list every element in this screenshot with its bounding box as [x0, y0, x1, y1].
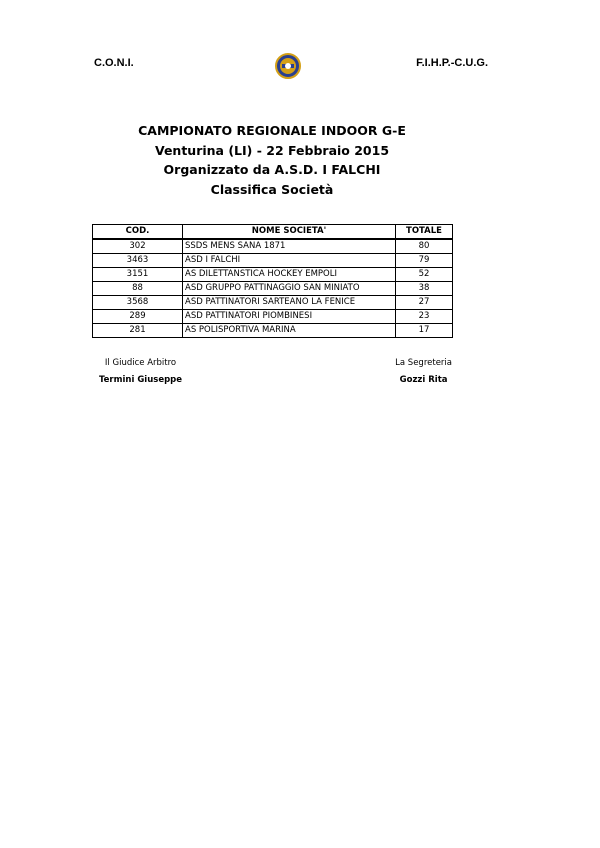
- cell-nome: AS POLISPORTIVA MARINA: [183, 324, 396, 338]
- cell-totale: 52: [396, 268, 453, 282]
- cell-cod: 3151: [93, 268, 183, 282]
- cell-nome: ASD GRUPPO PATTINAGGIO SAN MINIATO: [183, 282, 396, 296]
- cell-cod: 88: [93, 282, 183, 296]
- header-cod: COD.: [93, 225, 183, 240]
- federation-emblem-icon: [275, 53, 301, 79]
- cell-totale: 79: [396, 254, 453, 268]
- referee-role: Il Giudice Arbitro: [104, 358, 177, 368]
- table-row: [93, 310, 453, 324]
- venue-date: Venturina (LI) - 22 Febbraio 2015: [154, 142, 390, 158]
- secretariat-signature: [395, 358, 452, 385]
- cell-totale: 27: [396, 296, 453, 310]
- secretariat-name: Gozzi Rita: [399, 375, 448, 385]
- table-row: [93, 239, 453, 254]
- ranking-title: Classifica Società: [210, 181, 334, 197]
- cell-cod: 289: [93, 310, 183, 324]
- cell-totale: 23: [396, 310, 453, 324]
- table-row: [93, 324, 453, 338]
- referee-signature: [99, 358, 182, 385]
- table-row: [93, 296, 453, 310]
- cell-nome: ASD PATTINATORI PIOMBINESI: [183, 310, 396, 324]
- cell-cod: 3463: [93, 254, 183, 268]
- table-row: [93, 268, 453, 282]
- header-coni: C.O.N.I.: [94, 57, 134, 69]
- cell-nome: AS DILETTANSTICA HOCKEY EMPOLI: [183, 268, 396, 282]
- cell-totale: 38: [396, 282, 453, 296]
- championship-title: CAMPIONATO REGIONALE INDOOR G-E: [138, 123, 406, 138]
- cell-totale: 17: [396, 324, 453, 338]
- referee-name: Termini Giuseppe: [99, 375, 183, 385]
- table-row: [93, 282, 453, 296]
- ranking-table: [92, 224, 453, 338]
- cell-totale: 80: [396, 239, 453, 254]
- cell-cod: 281: [93, 324, 183, 338]
- header-fihp: F.I.H.P.-C.U.G.: [416, 57, 488, 69]
- header-nome-societa: NOME SOCIETA': [183, 225, 396, 240]
- organizer: Organizzato da A.S.D. I FALCHI: [163, 162, 381, 177]
- cell-cod: 302: [93, 239, 183, 254]
- table-header-row: [93, 225, 453, 240]
- cell-nome: ASD I FALCHI: [183, 254, 396, 268]
- header-totale: TOTALE: [396, 225, 453, 240]
- secretariat-role: La Segreteria: [395, 358, 452, 368]
- document-title-block: [92, 121, 452, 199]
- table-row: [93, 254, 453, 268]
- cell-nome: ASD PATTINATORI SARTEANO LA FENICE: [183, 296, 396, 310]
- cell-nome: SSDS MENS SANA 1871: [183, 239, 396, 254]
- cell-cod: 3568: [93, 296, 183, 310]
